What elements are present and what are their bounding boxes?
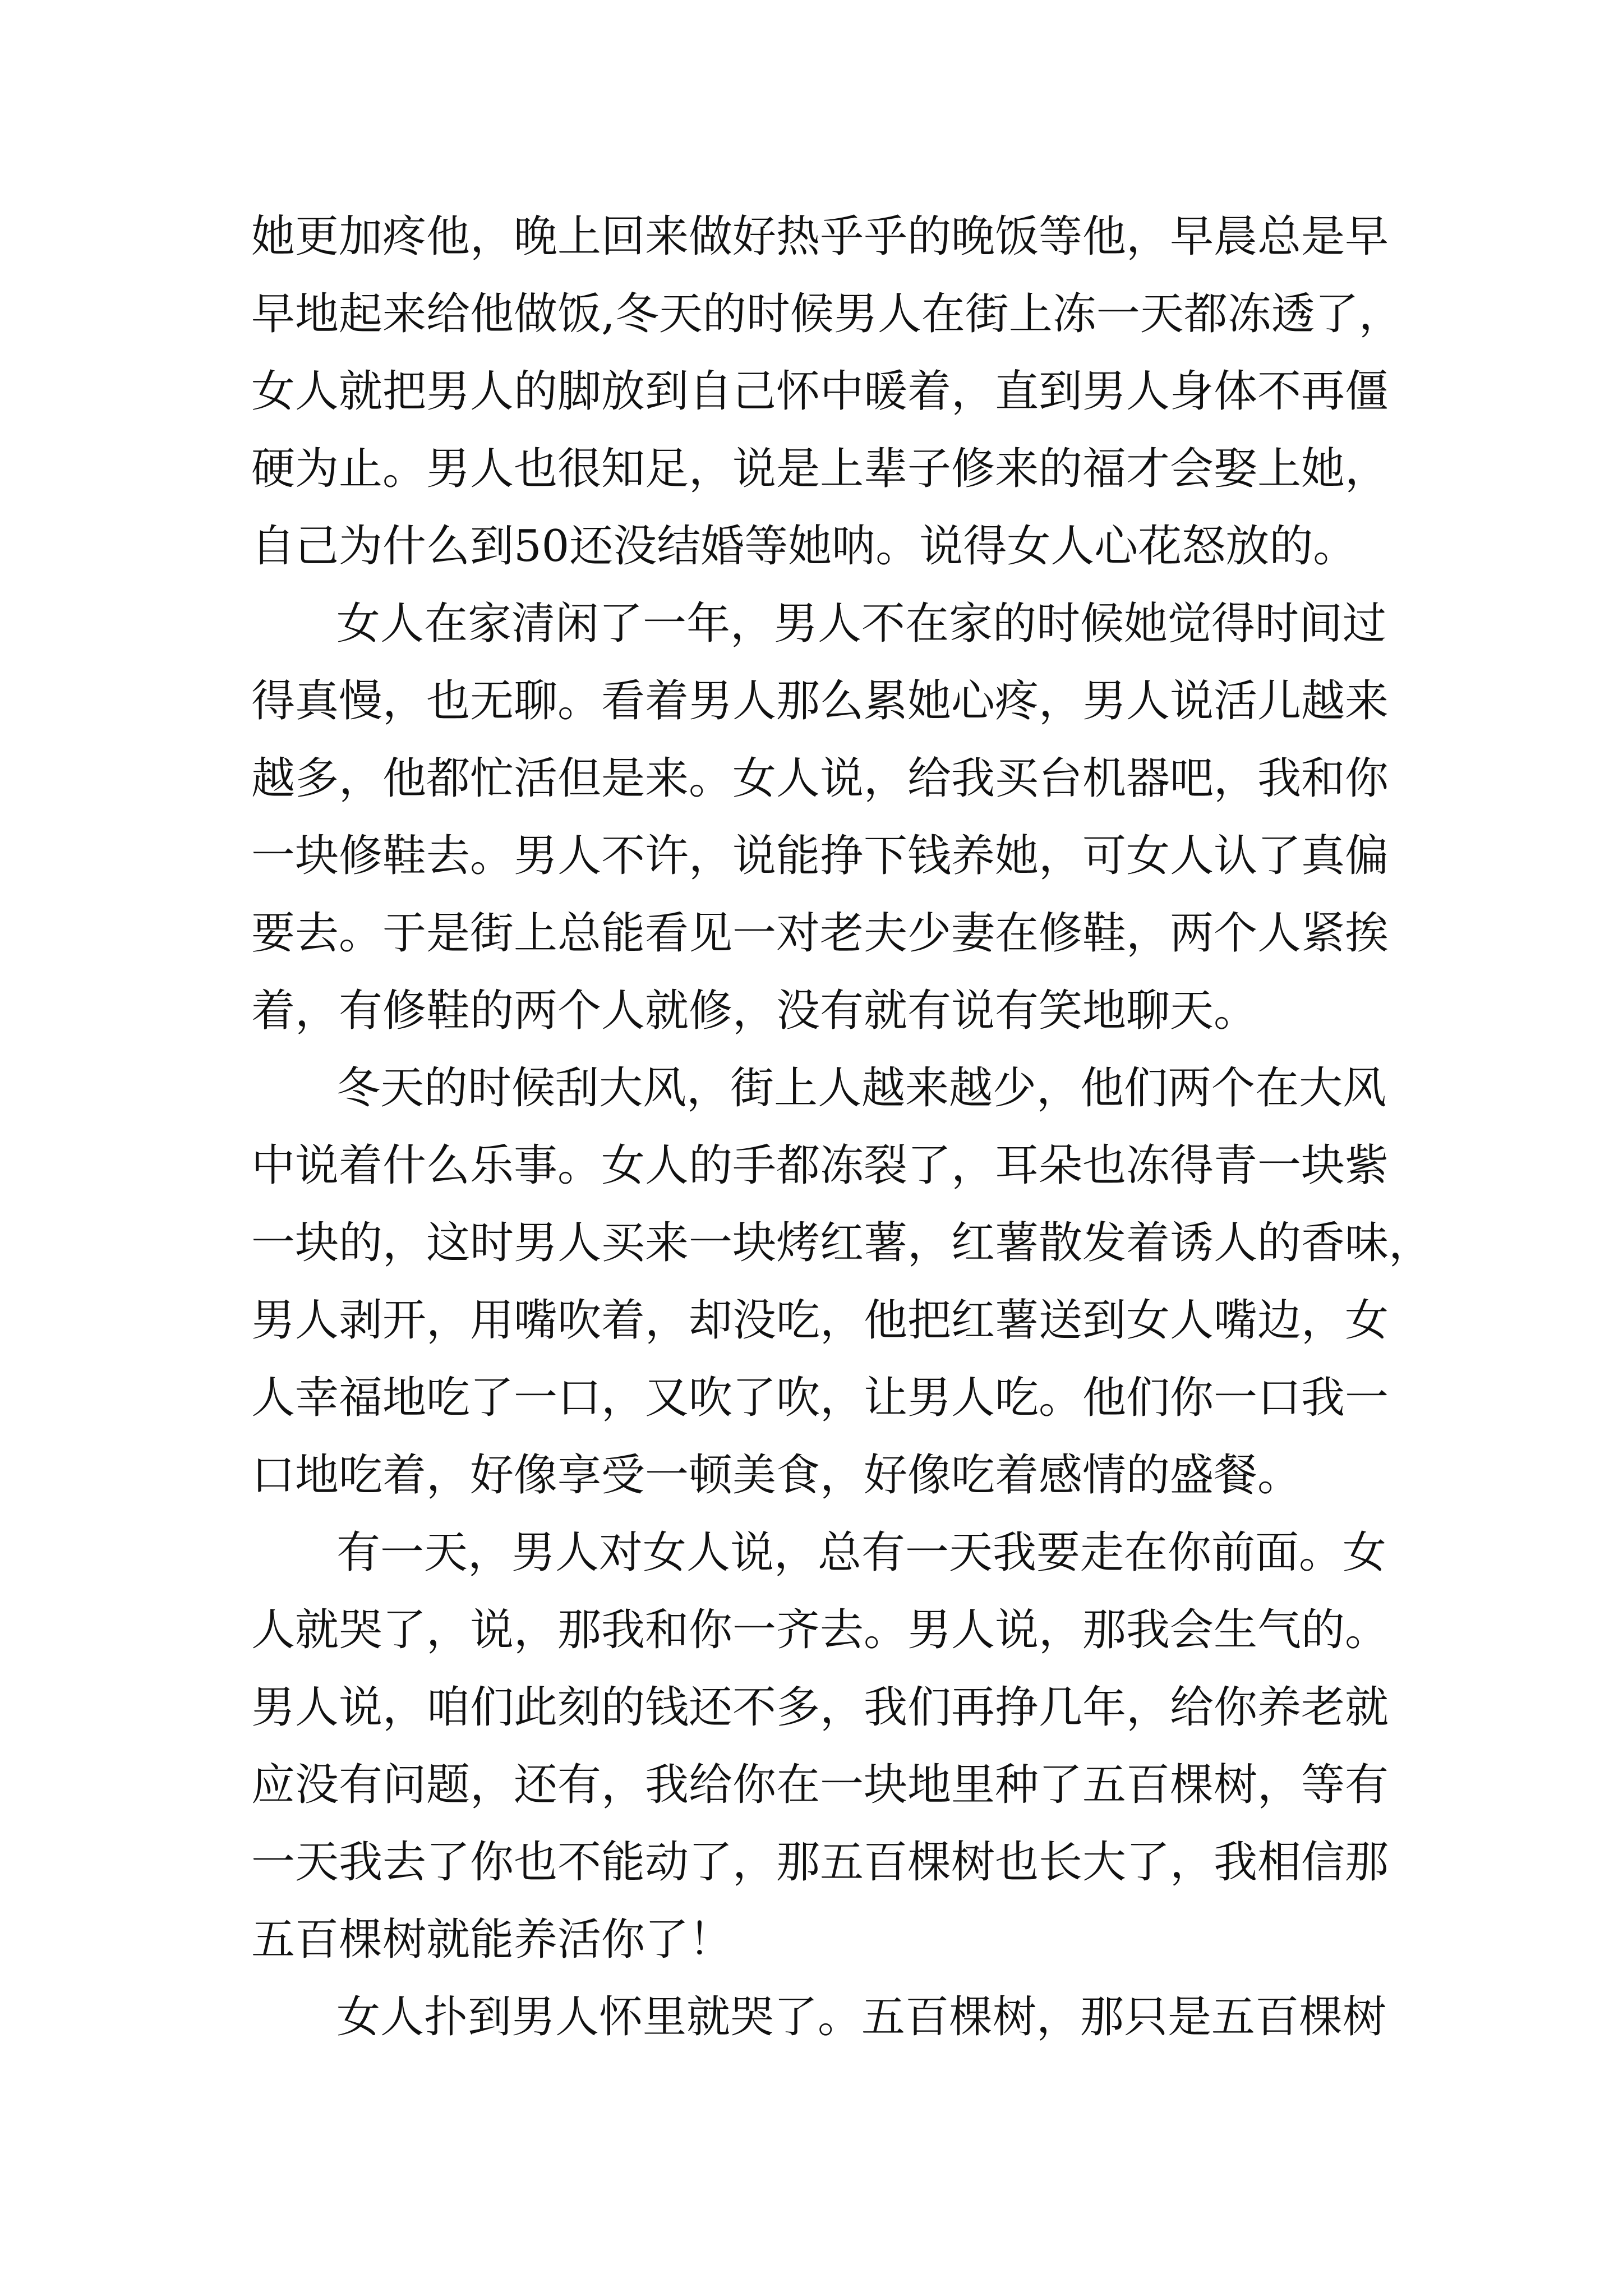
text-line: 着，有修鞋的两个人就修，没有就有说有笑地聊天。 [251, 986, 1258, 1036]
text-line: 五百棵树就能养活你了！ [251, 1915, 733, 1965]
text-line: 男人说，咱们此刻的钱还不多，我们再挣几年，给你养老就 [251, 1682, 1389, 1733]
text-line: 越多，他都忙活但是来。女人说，给我买台机器吧，我和你 [251, 753, 1389, 804]
text-line: 女人就把男人的脚放到自己怀中暖着，直到男人身体不再僵 [251, 366, 1389, 417]
text-line: 口地吃着，好像享受一顿美食，好像吃着感情的盛餐。 [251, 1450, 1302, 1501]
paragraph-first-line: 有一天，男人对女人说，总有一天我要走在你前面。女 [336, 1527, 1387, 1578]
text-line: 人幸福地吃了一口，又吹了吹，让男人吃。他们你一口我一 [251, 1373, 1389, 1423]
text-line: 一块的，这时男人买来一块烤红薯，红薯散发着诱人的香味， [251, 1218, 1433, 1268]
text-line: 得真慢，也无聊。看着男人那么累她心疼，男人说活儿越来 [251, 676, 1389, 726]
paragraph-first-line: 冬天的时候刮大风，街上人越来越少，他们两个在大风 [336, 1063, 1387, 1114]
text-line: 应没有问题，还有，我给你在一块地里种了五百棵树，等有 [251, 1760, 1389, 1810]
paragraph-first-line: 女人扑到男人怀里就哭了。五百棵树，那只是五百棵树 [336, 1992, 1387, 2042]
text-line: 要去。于是街上总能看见一对老夫少妻在修鞋，两个人紧挨 [251, 908, 1389, 959]
text-line: 自己为什么到50还没结婚等她呐。说得女人心花怒放的。 [251, 521, 1357, 572]
paragraph-first-line: 女人在家清闲了一年，男人不在家的时候她觉得时间过 [336, 599, 1387, 649]
text-line: 中说着什么乐事。女人的手都冻裂了，耳朵也冻得青一块紫 [251, 1140, 1389, 1191]
text-line: 硬为止。男人也很知足，说是上辈子修来的福才会娶上她， [251, 444, 1389, 494]
text-line: 人就哭了，说，那我和你一齐去。男人说，那我会生气的。 [251, 1605, 1389, 1655]
text-line: 男人剥开，用嘴吹着，却没吃，他把红薯送到女人嘴边，女 [251, 1295, 1389, 1346]
text-line: 一天我去了你也不能动了，那五百棵树也长大了，我相信那 [251, 1837, 1389, 1888]
text-line: 早地起来给他做饭,冬天的时候男人在街上冻一天都冻透了， [251, 289, 1403, 339]
text-line: 一块修鞋去。男人不许，说能挣下钱养她，可女人认了真偏 [251, 831, 1389, 881]
text-line: 她更加疼他，晚上回来做好热乎乎的晚饭等他，早晨总是早 [251, 211, 1389, 262]
